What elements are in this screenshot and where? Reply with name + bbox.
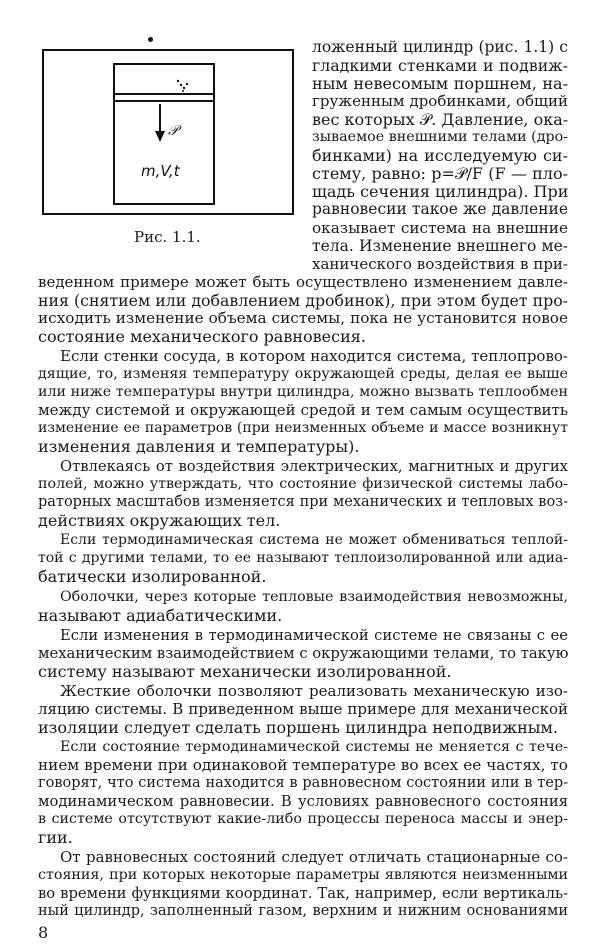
paragraph-line: ния (снятием или добавлением дробинок), при этом будет про- (38, 290, 568, 310)
figure-caption: Рис. 1.1. (134, 228, 201, 246)
column-line: вес которых 𝒫. Давление, ока- (312, 110, 569, 130)
paragraph-line: ляцию системы. В приведенном выше примере для механической (38, 699, 568, 718)
paragraph-line: дящие, то, изменяя температуру окружающей среды, делая ее выше (38, 365, 568, 382)
paragraph-line: ный цилиндр, заполненный газом, верхним и нижним основаниями (38, 903, 568, 920)
force-label: 𝒫 (168, 123, 179, 139)
paragraph-line: изоляции следует сделать поршень цилиндра неподвижным. (38, 717, 558, 737)
paragraph-line: батически изолированной. (38, 567, 267, 587)
page-number: 8 (38, 923, 49, 942)
shot-pellets-icon (177, 80, 188, 92)
paragraph-line: во времени функциями координат. Так, например, если вертикаль- (38, 885, 568, 903)
paragraph-line: веденном примере может быть осуществлено изменением давле- (38, 272, 568, 291)
state-parameters-label: m,V,t (141, 162, 180, 180)
paragraph-line: исходить изменение объема системы, пока не установится новое (38, 308, 568, 327)
paragraph-line: Если состояние термодинамической системы не меняется с тече- (60, 738, 568, 755)
paragraph-line: состояние механического равновесия. (38, 326, 366, 346)
paragraph-line: говорят, что система находится в равновесном состоянии или в тер- (38, 775, 568, 791)
column-line: ным невесомым поршнем, на- (312, 74, 568, 94)
force-arrow-head-icon (155, 131, 165, 142)
paragraph-line: той с другими телами, то ее называют теплоизолированной или адиа- (38, 550, 568, 567)
paragraph-line: изменения давления и температуры). (38, 437, 360, 457)
column-line: ложенный цилиндр (рис. 1.1) с (312, 38, 568, 56)
cylinder-diagram (0, 0, 300, 220)
column-line: бинками) на исследуемую си- (312, 146, 568, 166)
paragraph-line: модинамическом равновесии. В условиях равновесного состояния (38, 793, 568, 811)
cylinder-outline (114, 64, 214, 204)
paragraph-line: раторных масштабов изменяется при механических и тепловых воз- (38, 494, 568, 511)
paragraph-line: называют адиабатическими. (38, 605, 283, 625)
column-line: стему, равно: p=𝒫/F (F — пло- (312, 164, 568, 184)
column-line: груженным дробинками, общий (312, 92, 568, 111)
column-line: равновесии такое же давление (312, 200, 568, 219)
paragraph-line: Жесткие оболочки позволяют реализовать механическую изо- (60, 681, 568, 700)
column-line: тела. Изменение внешнего ме- (312, 236, 568, 255)
paragraph-line: Если стенки сосуда, в котором находится система, теплопрово- (60, 346, 568, 365)
paragraph-line: между системой и окружающей средой и тем самым осуществить (38, 401, 568, 419)
column-line: зываемое внешними телами (дро- (312, 129, 568, 146)
paragraph-line: или ниже температуры внутри цилиндра, можно вызвать теплообмен (38, 383, 568, 400)
paragraph-line: изменение ее параметров (при неизменных объеме и массе возникнут (38, 420, 568, 437)
column-line: ханического воздействия в при- (312, 254, 568, 273)
paragraph-line: гии. (38, 828, 73, 848)
paragraph-line: нием времени при одинаковой температуре во всех ее частях, то (38, 755, 568, 774)
paragraph-line: Оболочки, через которые тепловые взаимодействия невозможны, (60, 588, 568, 605)
paragraph-line: Отвлекаясь от воздействия электрических, магнитных и других (60, 458, 568, 476)
column-line: гладкими стенками и подвиж- (312, 56, 568, 76)
paragraph-line: Если термодинамическая система не может обмениваться теплой- (60, 532, 568, 549)
paragraph-line: полей, можно утверждать, что состояние физической системы лабо- (38, 476, 568, 493)
paragraph-line: Если изменения в термодинамической системе не связаны с ее (60, 626, 568, 644)
paragraph-line: действиях окружающих тел. (38, 511, 281, 531)
paragraph-line: механическим взаимодействием с окружающими телами, то такую (38, 644, 569, 662)
paragraph-line: стояния, при которых некоторые параметры являются неизменными (38, 867, 568, 884)
paragraph-line: От равновесных состояний следует отличать стационарные со- (60, 848, 568, 867)
paragraph-line: систему называют механически изолированной. (38, 661, 452, 681)
column-line: оказывает система на внешние (312, 218, 568, 237)
column-line: щадь сечения цилиндра). При (312, 182, 569, 202)
paragraph-line: в системе отсутствуют какие-либо процессы переноса массы и энер- (38, 811, 568, 828)
